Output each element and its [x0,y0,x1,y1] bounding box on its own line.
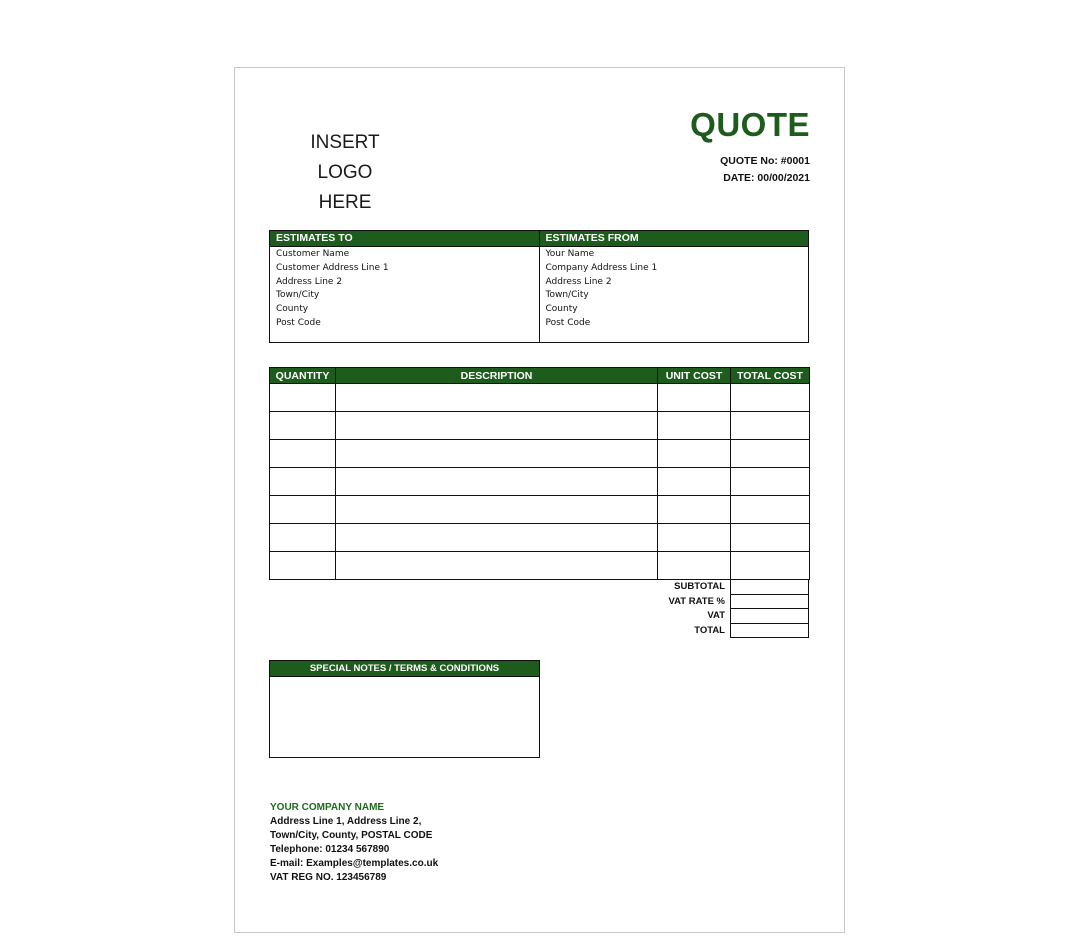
company-address-2: Town/City, County, POSTAL CODE [270,829,433,841]
unit-cost-cell[interactable] [658,468,731,496]
quantity-cell[interactable] [270,468,336,496]
col-unit-cost: UNIT COST [658,368,731,384]
company-telephone: Telephone: 01234 567890 [270,843,390,855]
total-cost-cell[interactable] [731,384,810,412]
address-line: Town/City [276,290,320,301]
estimates-to-heading: ESTIMATES TO [270,231,539,247]
quantity-cell[interactable] [270,552,336,580]
company-vat-reg: VAT REG NO. 123456789 [270,871,387,883]
description-cell[interactable] [336,440,658,468]
table-row [270,496,810,524]
unit-cost-cell[interactable] [658,552,731,580]
unit-cost-cell[interactable] [658,384,731,412]
vat-label: VAT [707,610,725,621]
quantity-cell[interactable] [270,384,336,412]
table-row [270,468,810,496]
quantity-cell[interactable] [270,524,336,552]
quantity-cell[interactable] [270,496,336,524]
company-email: E-mail: Examples@templates.co.uk [270,857,439,869]
unit-cost-cell[interactable] [658,440,731,468]
address-line: Company Address Line 1 [545,262,658,273]
logo-line-2: HERE [318,192,372,213]
quote-meta [720,153,810,187]
page-title: QUOTE [690,106,810,143]
items-table [269,367,810,580]
col-total-cost: TOTAL COST [731,368,810,384]
description-cell[interactable] [336,384,658,412]
table-row [270,552,810,580]
address-line: Post Code [276,317,321,328]
address-line: Address Line 2 [545,276,612,287]
estimates-to [270,231,539,342]
address-box [269,230,809,343]
items-header-row [270,368,810,384]
subtotal-row [600,580,809,595]
items-body [270,384,810,580]
total-row [600,624,809,639]
vat-rate-value-cell[interactable] [730,595,809,610]
notes-box [269,660,540,758]
address-line: Address Line 2 [276,276,343,287]
unit-cost-cell[interactable] [658,412,731,440]
company-footer [270,801,438,884]
estimates-from [539,231,809,342]
address-line: County [545,304,578,315]
description-cell[interactable] [336,524,658,552]
vat-row [600,609,809,624]
table-row [270,440,810,468]
col-quantity: QUANTITY [270,368,336,384]
table-row [270,412,810,440]
description-cell[interactable] [336,552,658,580]
total-label: TOTAL [694,624,725,636]
estimates-to-lines [270,247,539,332]
total-value-cell[interactable] [730,624,809,639]
unit-cost-cell[interactable] [658,524,731,552]
address-line: County [276,304,309,315]
table-row [270,524,810,552]
estimates-from-lines [540,247,809,332]
quote-date: DATE: 00/00/2021 [723,172,810,184]
notes-area[interactable] [270,677,539,759]
total-cost-cell[interactable] [731,440,810,468]
company-address-1: Address Line 1, Address Line 2, [270,815,422,827]
address-line: Customer Address Line 1 [276,262,389,273]
notes-heading: SPECIAL NOTES / TERMS & CONDITIONS [270,661,539,677]
total-cost-cell[interactable] [731,524,810,552]
description-cell[interactable] [336,412,658,440]
table-row [270,384,810,412]
total-cost-cell[interactable] [731,412,810,440]
estimates-from-heading: ESTIMATES FROM [540,231,809,247]
address-line: Customer Name [276,249,350,259]
subtotal-value-cell[interactable] [730,580,809,595]
address-line: Your Name [545,249,595,259]
total-cost-cell[interactable] [731,552,810,580]
vat-rate-row [600,595,809,610]
logo-placeholder [286,128,404,218]
col-description: DESCRIPTION [336,368,658,384]
vat-rate-label: VAT RATE % [668,595,725,607]
address-line: Town/City [545,290,589,301]
total-cost-cell[interactable] [731,468,810,496]
quantity-cell[interactable] [270,412,336,440]
quote-number: QUOTE No: #0001 [720,155,810,167]
vat-value-cell[interactable] [730,609,809,624]
quantity-cell[interactable] [270,440,336,468]
company-name: YOUR COMPANY NAME [270,802,385,813]
description-cell[interactable] [336,496,658,524]
totals-block [600,580,809,638]
description-cell[interactable] [336,468,658,496]
address-line: Post Code [545,317,591,328]
logo-line-1: INSERT LOGO [310,132,380,183]
subtotal-label: SUBTOTAL [674,581,725,592]
unit-cost-cell[interactable] [658,496,731,524]
total-cost-cell[interactable] [731,496,810,524]
